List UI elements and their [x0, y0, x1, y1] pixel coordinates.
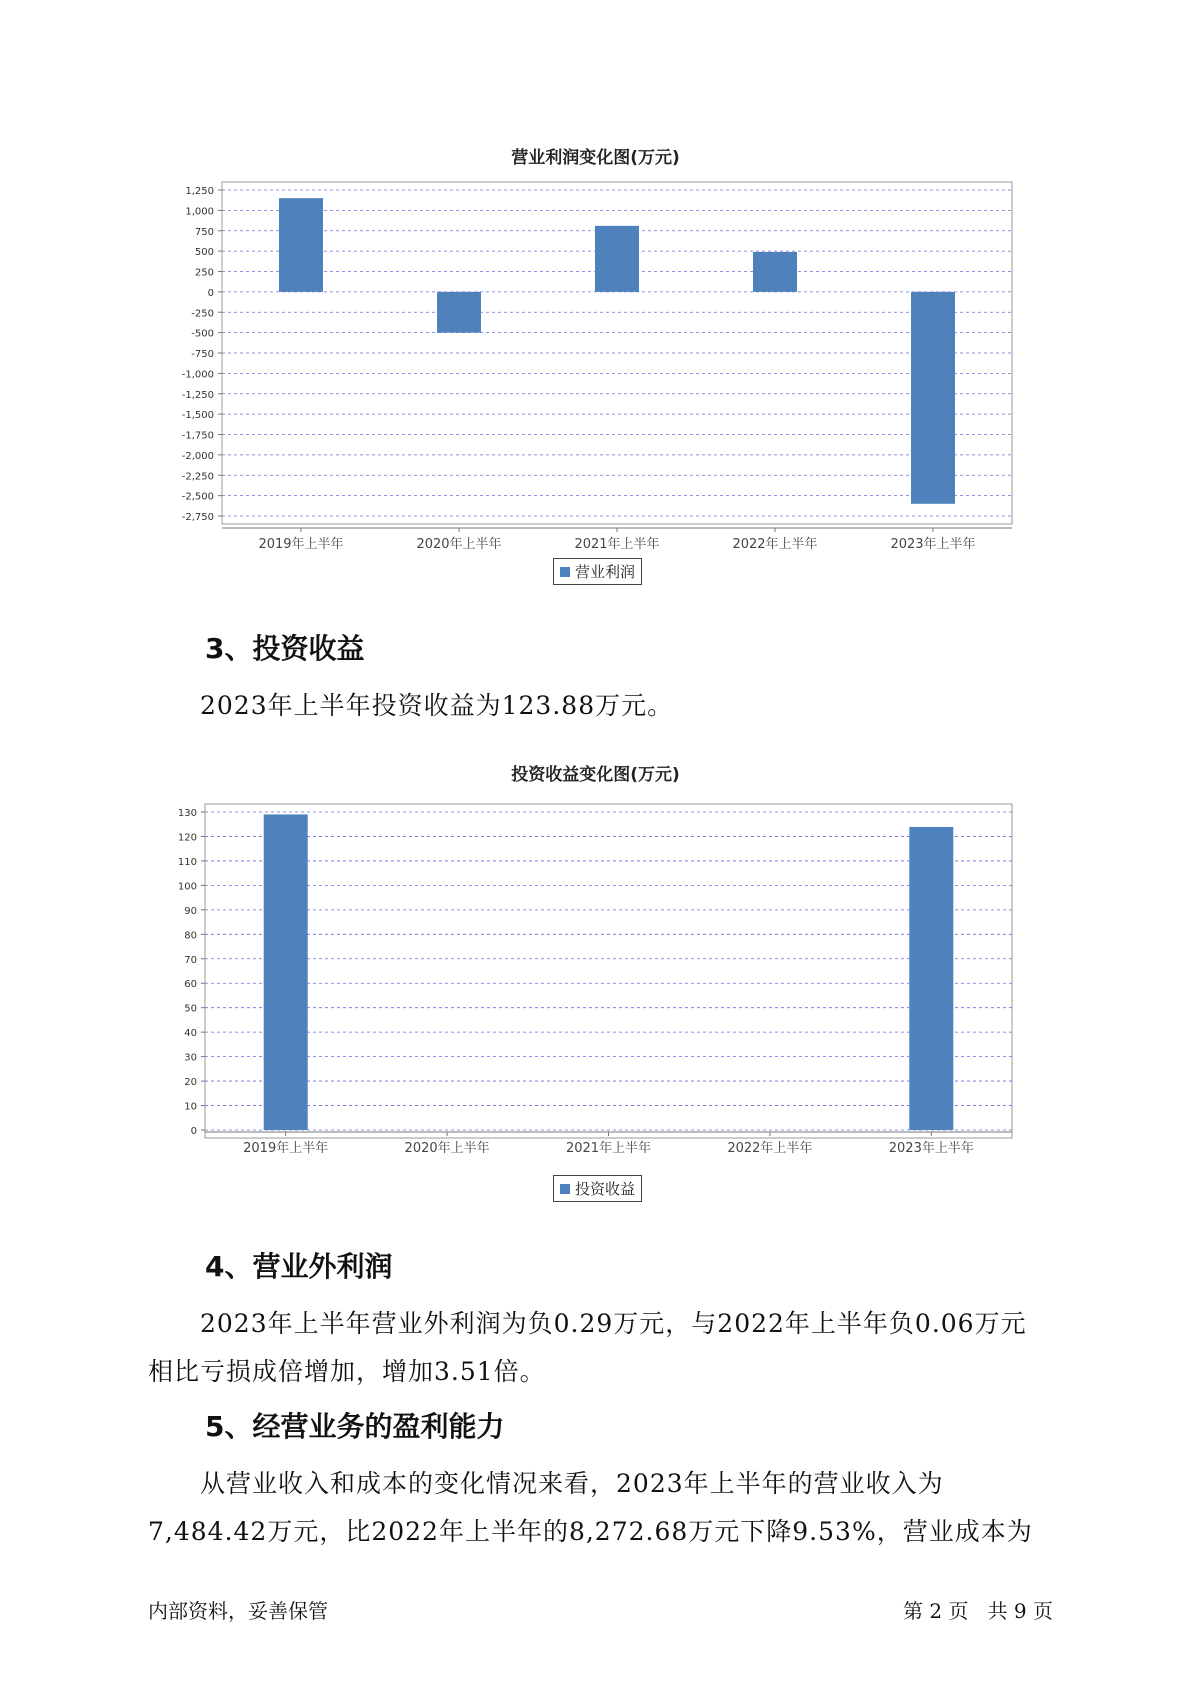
section-4-paragraph [148, 1300, 1048, 1396]
y-tick-label: -1,500 [181, 410, 214, 422]
x-tick-label: 2021年上半年 [565, 1141, 652, 1156]
y-tick-label: 80 [184, 930, 197, 942]
footer-confidential: 内部资料，妥善保管 [148, 1599, 328, 1623]
y-tick-label: -750 [191, 349, 214, 360]
bar [279, 198, 323, 292]
y-tick-label: 40 [184, 1028, 197, 1040]
bar [909, 827, 953, 1130]
section-3-heading: 3、投资收益 [205, 632, 365, 665]
y-tick-label: -250 [191, 308, 214, 320]
y-tick-label: -2,750 [181, 512, 214, 523]
bar [264, 814, 308, 1130]
plot-area [205, 804, 1012, 1138]
chart2-legend-label: 投资收益 [575, 1180, 636, 1198]
bar [595, 226, 639, 292]
chart2-legend [553, 1175, 642, 1202]
y-tick-label: 20 [184, 1077, 197, 1089]
y-tick-label: -1,750 [181, 430, 214, 442]
x-tick-label: 2019年上半年 [243, 1141, 329, 1156]
y-tick-label: -2,250 [181, 471, 214, 483]
section-4-line1: 2023年上半年营业外利润为负0.29万元，与2022年上半年负0.06万元 [200, 1309, 1027, 1338]
section-5-line2: 7,484.42万元，比2022年上半年的8,272.68万元下降9.53%，营业成本为 [148, 1517, 1033, 1546]
y-tick-label: 0 [190, 1126, 197, 1137]
section-3-paragraph [148, 682, 1048, 730]
section-3-text: 2023年上半年投资收益为123.88万元。 [200, 691, 674, 720]
x-tick-label: 2020年上半年 [404, 1141, 490, 1156]
y-tick-label: 60 [184, 979, 197, 991]
footer-page-number: 第 2 页 共 9 页 [903, 1599, 1053, 1623]
y-tick-label: 30 [184, 1052, 197, 1064]
y-tick-label: 50 [184, 1003, 197, 1015]
y-tick-label: 70 [184, 954, 197, 966]
x-tick-label: 2022年上半年 [727, 1141, 813, 1156]
y-tick-label: 250 [194, 267, 214, 279]
chart1-title: 营业利润变化图(万元) [511, 148, 680, 168]
section-4-line2: 相比亏损成倍增加，增加3.51倍。 [148, 1357, 546, 1386]
section-5-paragraph [148, 1460, 1048, 1556]
section-5-heading: 5、经营业务的盈利能力 [205, 1410, 505, 1443]
y-tick-label: 120 [177, 832, 197, 844]
section-4-heading: 4、营业外利润 [205, 1250, 393, 1283]
chart2-title: 投资收益变化图(万元) [511, 765, 680, 785]
y-tick-label: 1,250 [185, 186, 214, 197]
y-tick-label: -2,000 [181, 450, 214, 462]
x-tick-label: 2021年上半年 [574, 537, 660, 552]
y-tick-label: 100 [177, 881, 197, 893]
investment-income-chart [0, 790, 1191, 1175]
chart1-legend-label: 营业利润 [575, 563, 636, 581]
legend-swatch-icon [560, 1184, 570, 1194]
y-tick-label: 0 [207, 287, 214, 299]
section-5-line1: 从营业收入和成本的变化情况来看，2023年上半年的营业收入为 [200, 1469, 944, 1498]
y-tick-label: -500 [191, 328, 214, 340]
bar [437, 292, 481, 333]
operating-profit-chart [0, 170, 1191, 555]
y-tick-label: -1,250 [181, 389, 214, 401]
y-tick-label: 90 [184, 905, 197, 917]
x-tick-label: 2023年上半年 [888, 1141, 974, 1156]
y-tick-label: 110 [177, 856, 197, 868]
x-tick-label: 2020年上半年 [416, 537, 502, 552]
x-tick-label: 2022年上半年 [732, 537, 818, 552]
y-tick-label: 1,000 [185, 206, 214, 218]
y-tick-label: 130 [177, 808, 197, 819]
legend-swatch-icon [560, 567, 570, 577]
y-tick-label: 10 [184, 1101, 197, 1113]
y-tick-label: -1,000 [181, 369, 214, 381]
chart1-legend [553, 558, 642, 585]
bar [753, 252, 797, 292]
y-tick-label: 750 [194, 226, 214, 238]
y-tick-label: -2,500 [181, 491, 214, 503]
bar [911, 292, 955, 504]
y-tick-label: 500 [194, 247, 214, 259]
x-tick-label: 2023年上半年 [890, 537, 976, 552]
x-tick-label: 2019年上半年 [258, 537, 344, 552]
